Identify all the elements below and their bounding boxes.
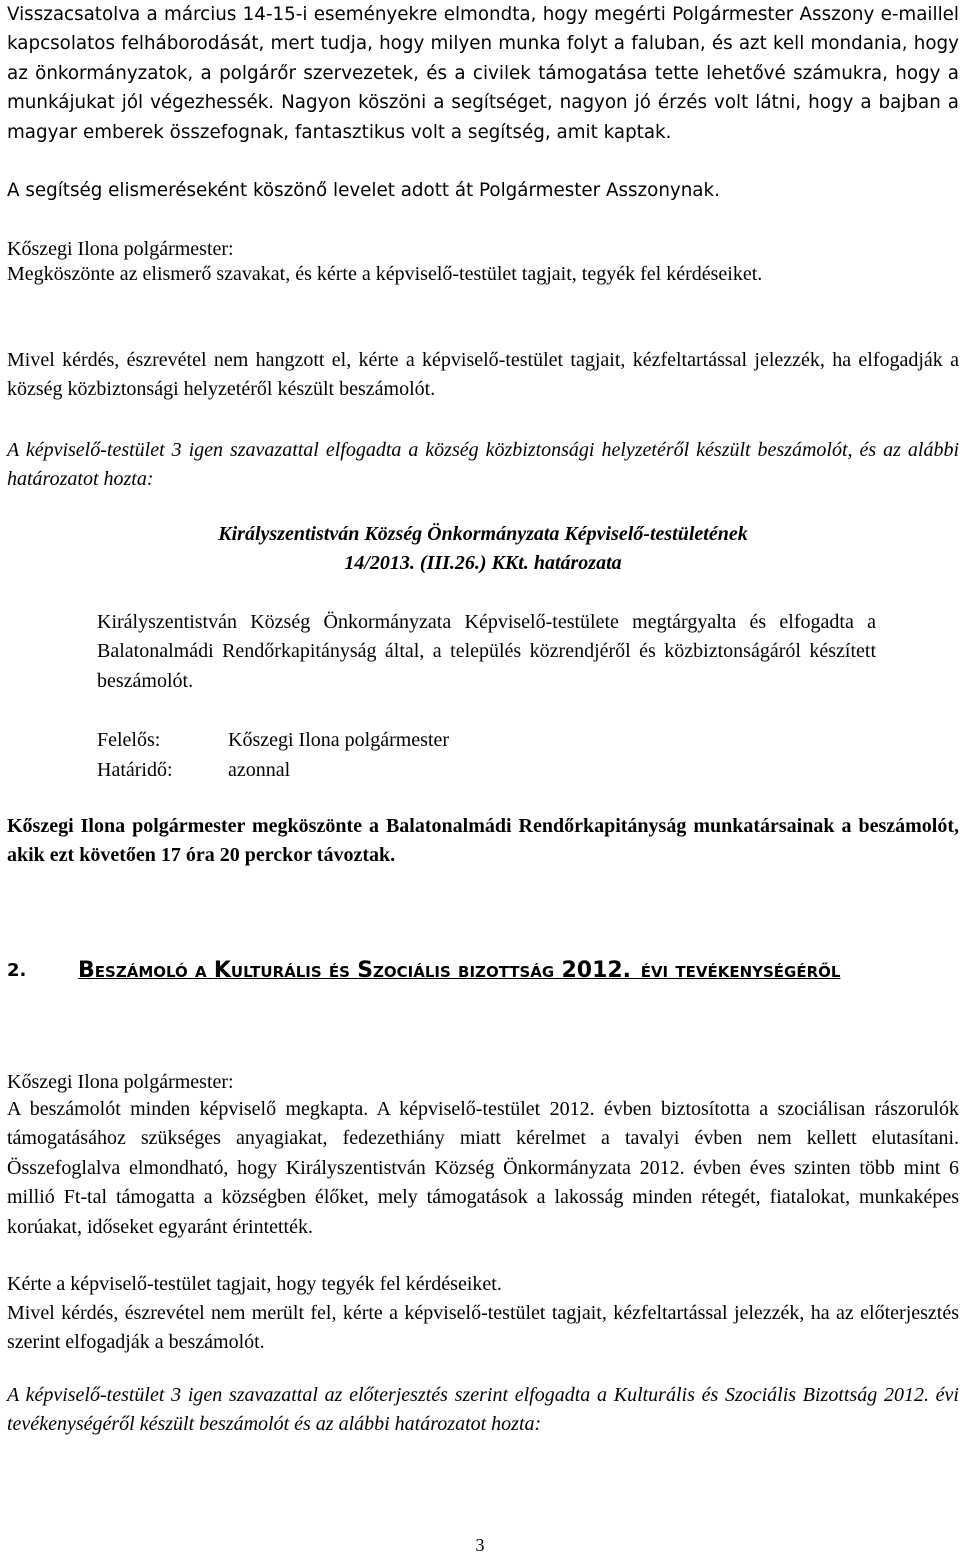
deadline-label: Határidő: xyxy=(97,759,173,781)
deadline-value: azonnal xyxy=(228,759,291,781)
paragraph-vote-result: A képviselő-testület 3 igen szavazattal elfogadta a község közbiztonsági helyzetéről készült beszámolót, és az alábbi határozatot hozta: xyxy=(7,439,959,491)
section-heading xyxy=(7,956,959,1018)
responsible-label: Felelős: xyxy=(97,729,161,751)
paragraph-vote-request: Mivel kérdés, észrevétel nem hangzott el, kérte a képviselő-testület tagjait, kézfeltartással jelezzék, ha elfogadják a község közbiztonsági helyzetéről készült beszámolót. xyxy=(7,349,959,401)
resolution-title-line-1: Királyszentistván Község Önkormányzata Képviselő-testületének xyxy=(218,523,748,545)
paragraph-vote-result: A képviselő-testület 3 igen szavazattal az előterjesztés szerint elfogadta a Kulturális és Szociális Bizottság 2012. évi tevékenységéről készült beszámolót és az alábbi határozatot hozta: xyxy=(7,1384,959,1436)
paragraph-letter-handover: A segítség elismeréseként köszönő levelet adott át Polgármester Asszonynak. xyxy=(7,180,720,201)
section-number: 2. xyxy=(7,960,27,981)
paragraph-vote-request: Mivel kérdés, észrevétel nem merült fel, kérte a képviselő-testület tagjait, kézfeltartással jelezzék, ha az előterjesztés szerint elfogadják a beszámolót. xyxy=(7,1302,959,1354)
resolution-title-line-2: 14/2013. (III.26.) KKt. határozata xyxy=(344,552,622,574)
paragraph-police-departure: Kőszegi Ilona polgármester megköszönte a Balatonalmádi Rendőrkapitányság munkatársainak a beszámolót, akik ezt követően 17 óra 20 perckor távoztak. xyxy=(7,815,959,867)
resolution-body: Királyszentistván Község Önkormányzata Képviselő-testülete megtárgyalta és elfogadta a Balatonalmádi Rendőrkapitányság által, a település közrendjéről és közbiztonságáról készített beszámolót. xyxy=(97,611,876,692)
paragraph-questions-request: Kérte a képviselő-testület tagjait, hogy tegyék fel kérdéseiket. xyxy=(7,1273,502,1295)
page-number: 3 xyxy=(475,1535,485,1555)
paragraph-thanks-questions: Megköszönte az elismerő szavakat, és kérte a képviselő-testület tagjait, tegyék fel kérdéseiket. xyxy=(7,263,763,285)
paragraph-police-thanks: Visszacsatolva a március 14-15-i eseményekre elmondta, hogy megérti Polgármester Asszony e-maillel kapcsolatos felháborodását, mert tudja, hogy milyen munka folyt a faluban, és azt kell mondania, hogy az önkormányzatok, a polgárőr szervezetek, és a civilek támogatása tette lehetővé számukra, hogy a munkájukat jól végezhessék. Nagyon köszöni a segítséget, nagyon jó érzés volt látni, hogy a bajban a magyar emberek összefognak, fantasztikus volt a segítség, amit kaptak. xyxy=(7,4,959,143)
section-title: BESZÁMOLÓ A KULTURÁLIS ÉS SZOCIÁLIS BIZOTTSÁG 2012. ÉVI TEVÉKENYSÉGÉRŐL xyxy=(78,958,841,983)
speaker-label: Kőszegi Ilona polgármester: xyxy=(7,238,234,260)
speaker-label: Kőszegi Ilona polgármester: xyxy=(7,1071,234,1093)
paragraph-committee-report: A beszámolót minden képviselő megkapta. A képviselő-testület 2012. évben biztosította a szociálisan rászorulók támogatásához szükséges anyagiakat, fedezethiány miatt kérelmet a tavalyi évben nem kellett elutasítani. Összefoglalva elmondható, hogy Királyszentistván Község Önkormányzata 2012. évben éves szinten több mint 6 millió Ft-tal támogatta a községben élőket, mely támogatások a lakosság minden rétegét, fiatalokat, munkaképes korúakat, időseket egyaránt érintették. xyxy=(7,1098,959,1238)
responsible-value: Kőszegi Ilona polgármester xyxy=(228,729,450,751)
